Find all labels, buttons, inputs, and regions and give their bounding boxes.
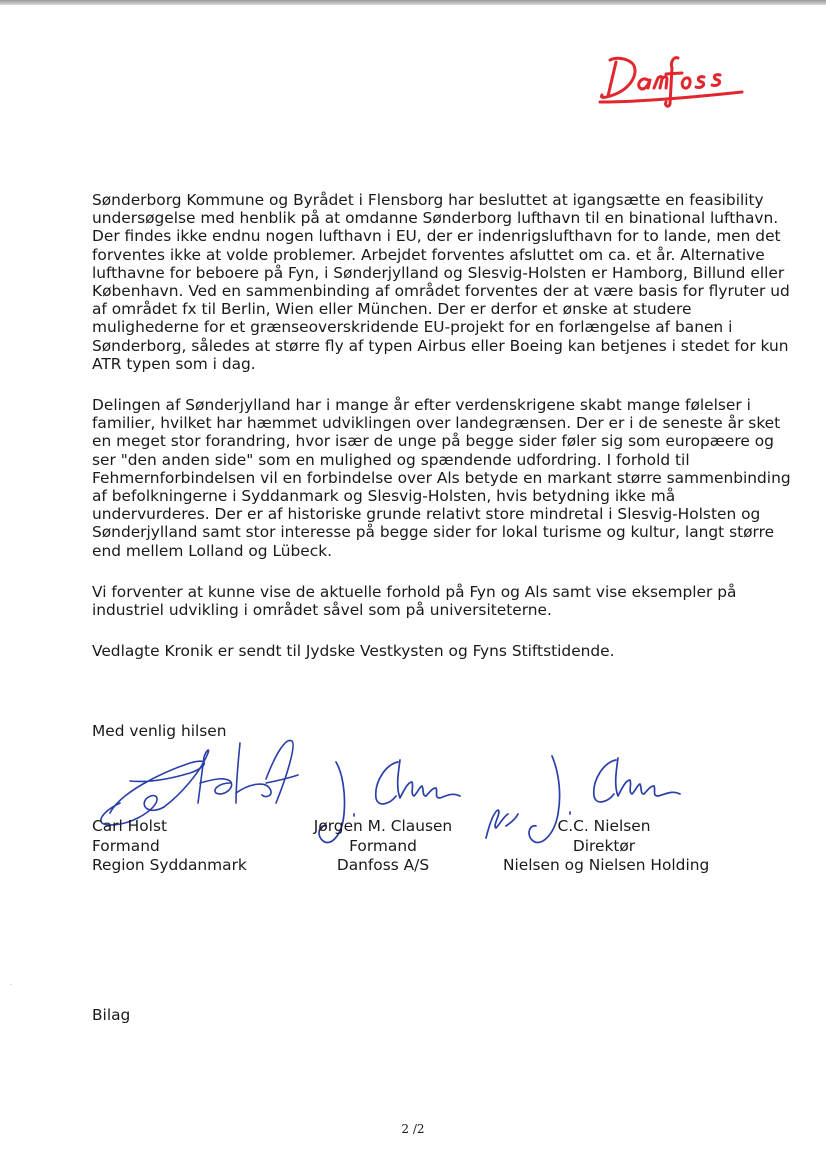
signatory-block (308, 817, 458, 876)
signatory-organization: Danfoss A/S (336, 856, 430, 874)
signatory-name: Jørgen M. Clausen (313, 817, 453, 835)
signatory-organization: Region Syddanmark (92, 856, 247, 874)
signatory-title: Formand (349, 836, 417, 855)
letter-body (92, 191, 792, 683)
signatory-name: C.C. Nielsen (557, 817, 651, 835)
closing-greeting: Med venlig hilsen (92, 722, 227, 740)
signature-carl-holst (90, 733, 302, 829)
signatory-title: Formand (92, 836, 160, 855)
danfoss-logo (596, 46, 748, 108)
paragraph: Sønderborg Kommune og Byrådet i Flensborg har besluttet at igangsætte en feasibility undersøgelse med henblik på at omdanne Sønderborg lufthavn til en binational lufthavn. Der findes ikke endnu nogen lufthavn i EU, der er indenrigslufthavn for to lande, men det forventes ikke at volde problemer. Arbejdet forventes afsluttet om ca. et år. Alternative lufthavne for beboere på Fyn, i Sønderjylland og Slesvig-Holsten er Hamborg, Billund eller København. Ved en sammenbinding af området forventes der at være basis for flyruter ud af området fx til Berlin, Wien eller München. Der er derfor et ønske at studere mulighederne for et grænseoverskridende EU-projekt for en forlængelse af banen i Sønderborg, således at større fly af typen Airbus eller Boeing kan betjenes i stedet for kun ATR typen som i dag. (92, 191, 790, 373)
scan-margin-mark (10, 984, 12, 985)
paragraph: Vi forventer at kunne vise de aktuelle forhold på Fyn og Als samt vise eksempler på industriel udvikling i området såvel som på universiteterne. (92, 582, 737, 620)
signatory-name: Carl Holst (92, 817, 167, 835)
signatory-block (503, 817, 710, 876)
paragraph: Vedlagte Kronik er sendt til Jydske Vestkysten og Fyns Stiftstidende. (92, 642, 615, 661)
page-number: 2 /2 (401, 1122, 425, 1136)
scan-top-edge (0, 0, 826, 5)
signatory-block (92, 817, 247, 876)
signatory-organization: Nielsen og Nielsen Holding (503, 856, 710, 874)
signatory-title: Direktør (572, 836, 636, 855)
attachment-label: Bilag (92, 1006, 131, 1024)
paragraph: Delingen af Sønderjylland har i mange år efter verdenskrigene skabt mange følelser i familier, hvilket har hæmmet udviklingen over landegrænsen. Der er i de seneste år sket en meget stor forandring, hvor især de unge på begge sider føler sig som europæere og ser "den anden side" som en mulighed og spændende udfordring. I forhold til Fehmernforbindelsen vil en forbindelse over Als betyde en markant større sammenbinding af befolkningerne i Syddanmark og Slesvig-Holsten, hvis betydning ikke må undervurderes. Der er af historiske grunde relativt store mindretal i Slesvig-Holsten og Sønderjylland samt stor interesse på begge sider for lokal turisme og kultur, langt større end mellem Lolland og Lübeck. (92, 396, 791, 560)
